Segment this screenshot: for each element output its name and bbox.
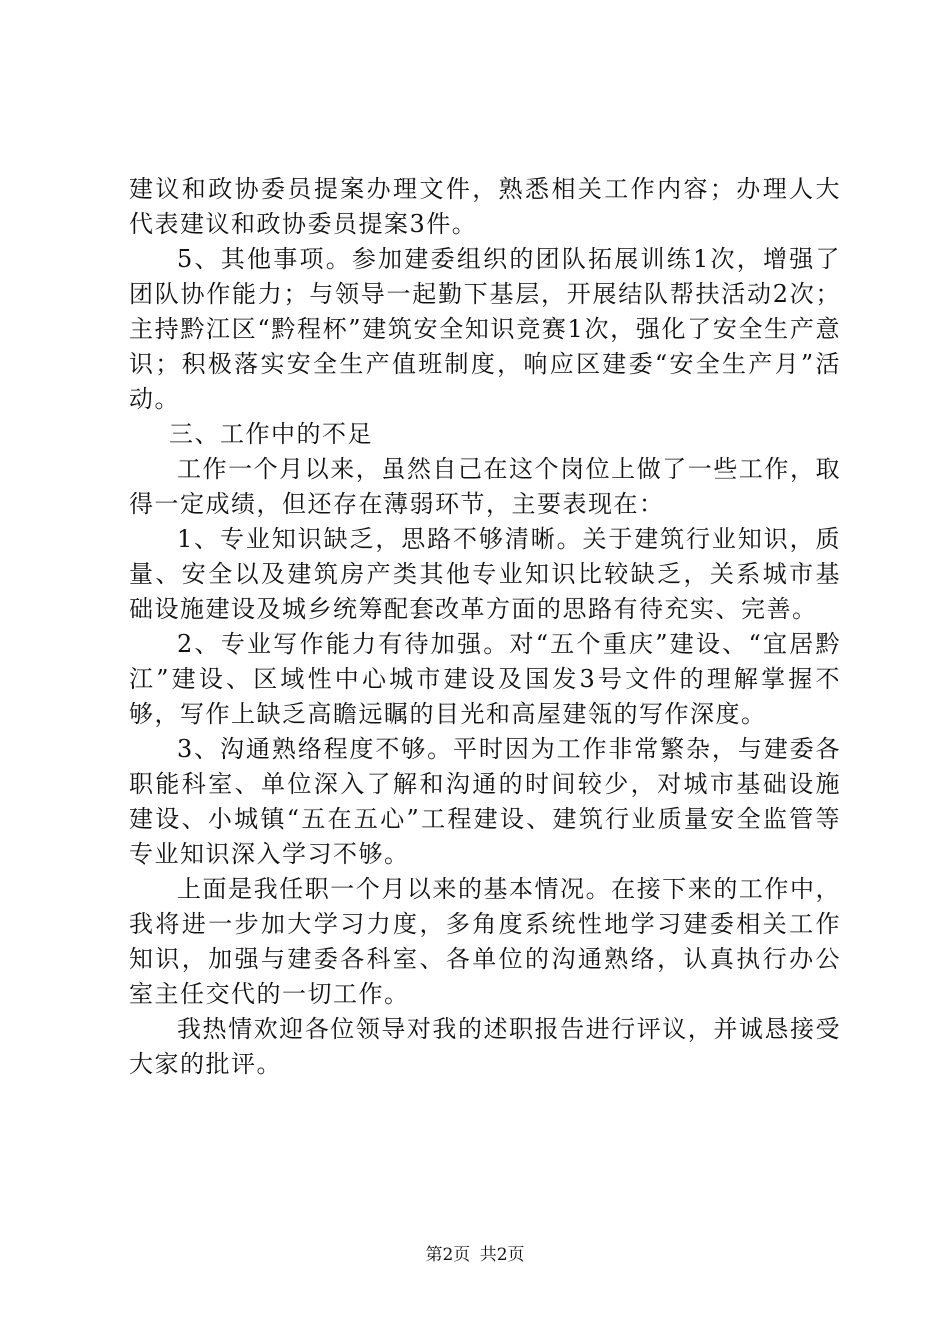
paragraph-other-matters: 5、其他事项。参加建委组织的团队拓展训练1次，增强了团队协作能力；与领导一起勤下基层，开展结队帮扶活动2次；主持黔江区“黔程杯”建筑安全知识竞赛1次，强化了安全生产意识；积极落实安全生产值班制度，响应区建委“安全生产月”活动。 [129, 245, 841, 413]
paragraph-shortcoming-communication: 3、沟通熟络程度不够。平时因为工作非常繁杂，与建委各职能科室、单位深入了解和沟通的时间较少，对城市基础设施建设、小城镇“五在五心”工程建设、建筑行业质量安全监管等专业知识深入学习不够。 [129, 735, 841, 868]
page-footer [0, 1244, 950, 1266]
paragraph-shortcoming-writing: 2、专业写作能力有待加强。对“五个重庆”建设、“宜居黔江”建设、区域性中心城市建设及国发3号文件的理解掌握不够，写作上缺乏高瞻远瞩的目光和高屋建瓴的写作深度。 [129, 630, 841, 728]
paragraph-closing: 我热情欢迎各位领导对我的述职报告进行评议，并诚恳接受大家的批评。 [129, 1015, 841, 1078]
paragraph-shortcoming-knowledge: 1、专业知识缺乏，思路不够清晰。关于建筑行业知识，质量、安全以及建筑房产类其他专业知识比较缺乏，关系城市基础设施建设及城乡统筹配套改革方面的思路有待充实、完善。 [129, 525, 841, 623]
section-heading-shortcomings: 三、工作中的不足 [169, 420, 373, 448]
page-number: 第2页 [425, 1245, 471, 1265]
paragraph-summary: 上面是我任职一个月以来的基本情况。在接下来的工作中，我将进一步加大学习力度，多角度系统性地学习建委相关工作知识，加强与建委各科室、各单位的沟通熟络，认真执行办公室主任交代的一切工作。 [129, 875, 841, 1008]
document-body [129, 172, 841, 1082]
paragraph-continuation: 建议和政协委员提案办理文件，熟悉相关工作内容；办理人大代表建议和政协委员提案3件。 [129, 175, 841, 238]
page-total: 共2页 [479, 1245, 525, 1265]
paragraph-shortcomings-intro: 工作一个月以来，虽然自己在这个岗位上做了一些工作，取得一定成绩，但还存在薄弱环节，主要表现在： [129, 455, 841, 518]
